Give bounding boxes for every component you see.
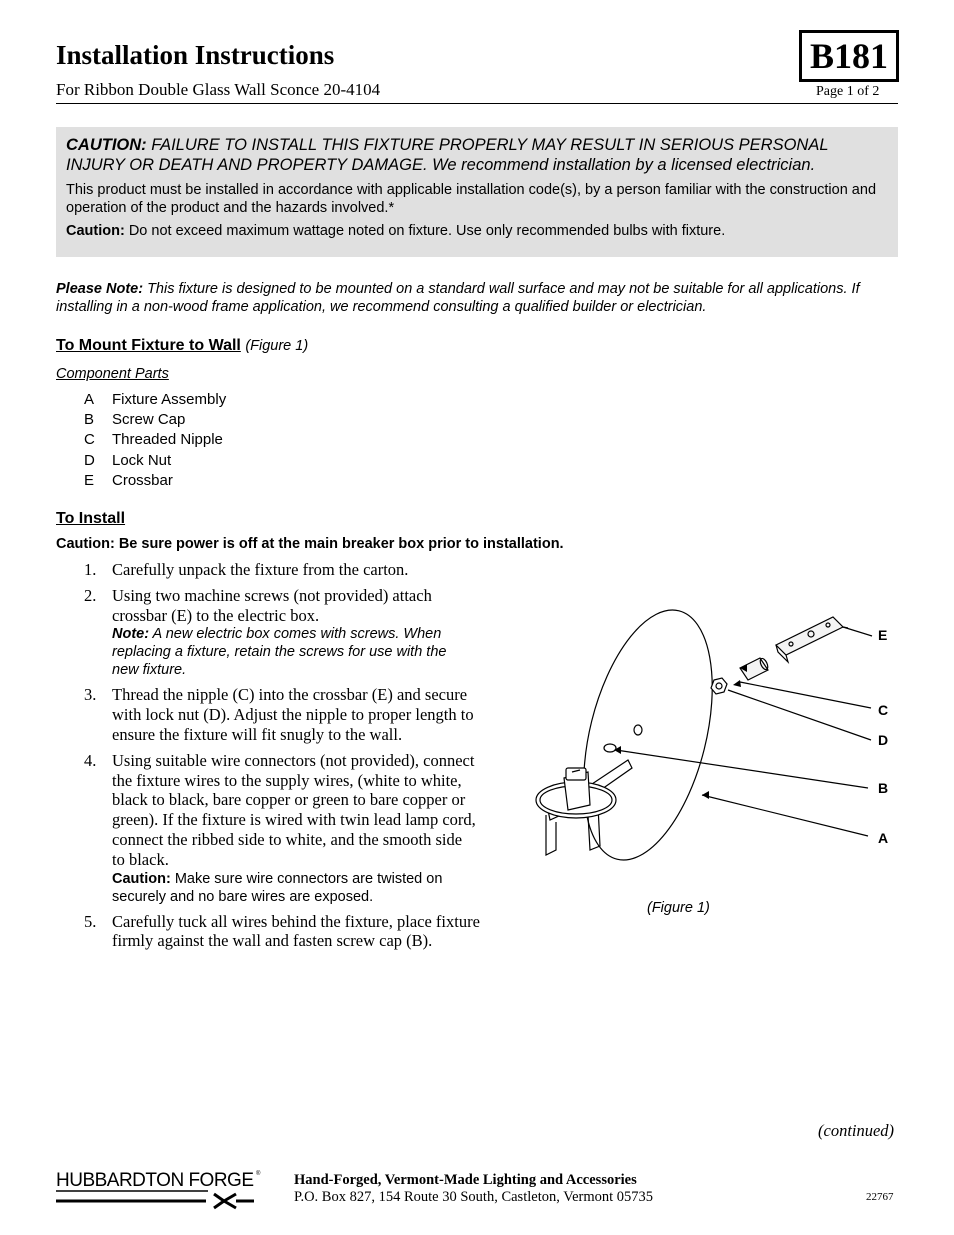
list-item	[84, 471, 226, 491]
label-d: D	[878, 732, 889, 748]
page-number: Page 1 of 2	[816, 84, 880, 99]
component-parts-label: Component Parts	[56, 366, 169, 382]
step-text: Carefully unpack the fixture from the carton.	[112, 560, 409, 579]
continued-note: (continued)	[818, 1121, 895, 1140]
list-item	[84, 586, 474, 680]
parts-list	[84, 390, 226, 491]
document-code: B181	[799, 30, 899, 82]
label-e: E	[878, 627, 888, 643]
backplate-disc	[561, 600, 735, 873]
label-b: B	[878, 780, 889, 796]
step-text: Thread the nipple (C) into the crossbar (E) and secure with lock nut (D). Adjust the nipple to proper length to ensure the fixture will fit snugly to the wall.	[112, 685, 474, 744]
list-item	[84, 685, 474, 744]
product-subtitle: For Ribbon Double Glass Wall Sconce 20-4104	[56, 80, 381, 99]
list-item	[84, 912, 514, 952]
page-title: Installation Instructions	[56, 40, 335, 70]
step-note	[112, 870, 479, 906]
step-number: 1.	[84, 560, 97, 579]
part-name: Threaded Nipple	[112, 431, 223, 449]
crossbar-part	[776, 617, 848, 662]
label-c: C	[878, 702, 889, 718]
mount-heading	[56, 337, 308, 355]
label-a: A	[878, 830, 889, 846]
part-letter: D	[84, 451, 95, 469]
part-letter: B	[84, 411, 95, 429]
figure-caption: (Figure 1)	[647, 900, 710, 916]
mount-figure-ref: (Figure 1)	[245, 338, 309, 354]
please-note-label: Please Note:	[56, 281, 144, 297]
list-item	[84, 430, 226, 450]
please-note-text: This fixture is designed to be mounted on a standard wall surface and may not be suitable for all applications. If installing in a non-wood frame application, we recommend consulting a qualified builder or electrician.	[56, 281, 860, 315]
install-steps	[84, 560, 504, 957]
caution-warning	[66, 135, 888, 175]
wattage-caution	[66, 222, 888, 240]
list-item	[84, 390, 226, 410]
step-number: 5.	[84, 911, 97, 931]
list-item	[84, 751, 479, 906]
please-note	[56, 280, 898, 316]
step-note-text: A new electric box comes with screws. When replacing a fixture, retain the screws for use with the new fixture.	[112, 626, 447, 679]
footer-address: P.O. Box 827, 154 Route 30 South, Castleton, Vermont 05735	[294, 1189, 654, 1205]
step-number: 3.	[84, 685, 97, 705]
fixture-diagram	[528, 600, 898, 880]
step-text: Using suitable wire connectors (not provided), connect the fixture wires to the supply wires, (white to white, black to black, bare copper or green to bare copper or green). If the fixture is wired with twin lead lamp cord, connect the ribbed side to white, and the smooth side to black.	[112, 750, 476, 869]
locknut-part	[711, 678, 727, 694]
step-note	[112, 625, 474, 679]
part-name: Screw Cap	[112, 411, 186, 429]
hubbardton-forge-logo	[56, 1166, 261, 1212]
svg-text:®: ®	[256, 1171, 261, 1177]
logo-text: HUBBARDTON FORGE	[56, 1170, 254, 1191]
install-caution: Caution: Be sure power is off at the main breaker box prior to installation.	[56, 536, 564, 552]
step-text: Using two machine screws (not provided) attach crossbar (E) to the electric box.	[112, 585, 432, 625]
caution-paragraph: This product must be installed in accordance with applicable installation code(s), by a person familiar with the construction and operation of the product and the hazards involved.*	[66, 182, 877, 216]
part-letter: A	[84, 391, 95, 408]
document-number: 22767	[866, 1191, 894, 1203]
step-number: 2.	[84, 585, 97, 605]
step-number: 4.	[84, 750, 97, 770]
step-text: Carefully tuck all wires behind the fixture, place fixture firmly against the wall and fasten screw cap (B).	[112, 911, 480, 951]
footer-tagline: Hand-Forged, Vermont-Made Lighting and Accessories	[294, 1172, 637, 1188]
mount-heading-text: To Mount Fixture to Wall	[56, 337, 241, 354]
part-name: Lock Nut	[112, 451, 172, 469]
list-item	[84, 451, 226, 471]
caution-text: FAILURE TO INSTALL THIS FIXTURE PROPERLY MAY RESULT IN SERIOUS PERSONAL INJURY OR DEATH AND PROPERTY DAMAGE. We recommend installation by a licensed electrician.	[66, 136, 829, 174]
list-item	[84, 410, 226, 430]
part-letter: C	[84, 431, 95, 449]
install-heading: To Install	[56, 510, 126, 527]
wattage-text: Do not exceed maximum wattage noted on fixture. Use only recommended bulbs with fixture.	[124, 223, 726, 239]
caution-box	[56, 127, 898, 257]
step-note-text: Make sure wire connectors are twisted on securely and no bare wires are exposed.	[112, 870, 443, 905]
part-name: Crossbar	[112, 471, 173, 489]
part-letter: E	[84, 471, 95, 489]
part-name: Fixture Assembly	[112, 391, 227, 408]
list-item	[84, 560, 504, 580]
caution-label: CAUTION:	[66, 136, 147, 154]
wattage-label: Caution:	[66, 223, 125, 239]
step-note-label: Caution:	[112, 870, 171, 887]
step-note-label: Note:	[112, 626, 150, 643]
header-divider	[56, 103, 898, 104]
